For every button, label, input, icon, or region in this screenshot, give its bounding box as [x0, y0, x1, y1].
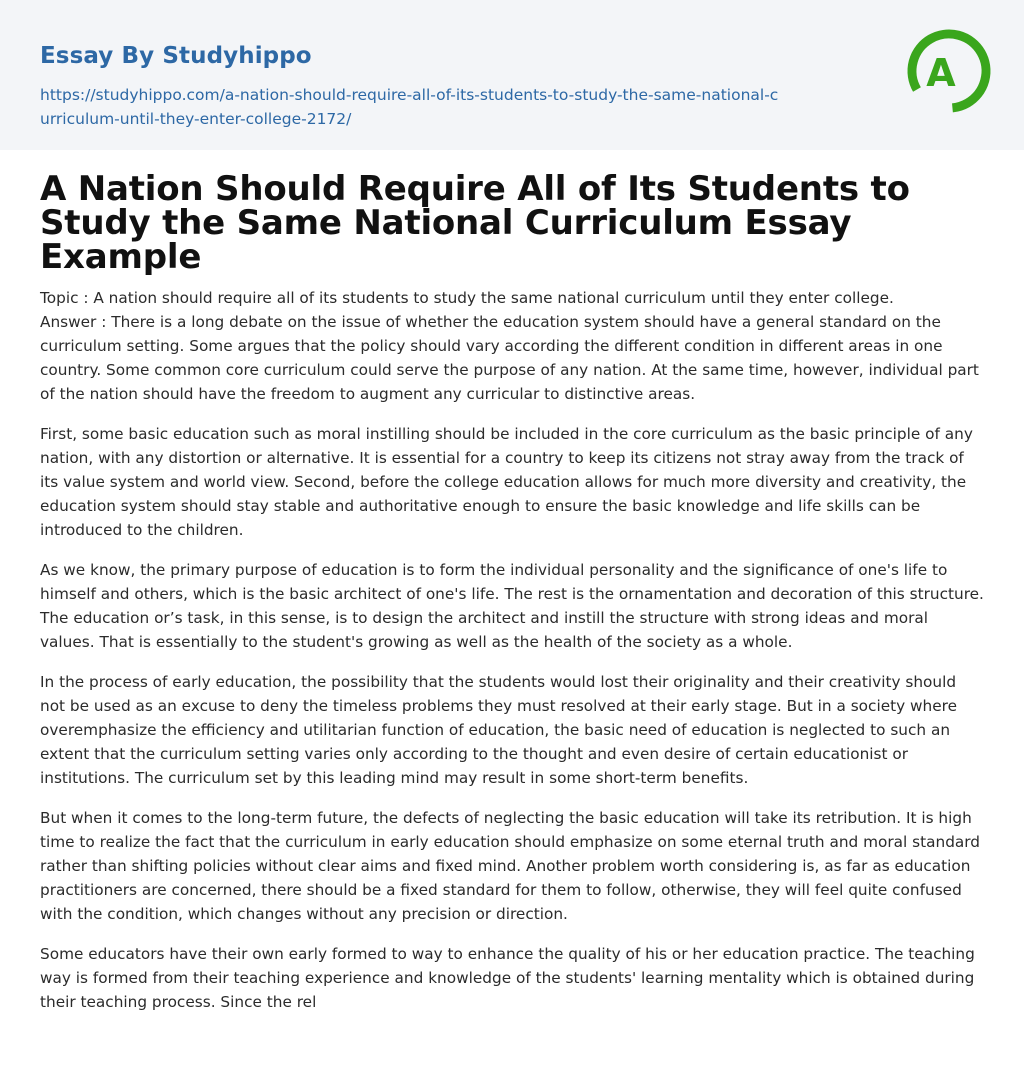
- essay-paragraph: In the process of early education, the possibility that the students would lost their originality and their creativity should not be used as an excuse to deny the timeless problems they must resolved at their early stage. But in a society where overemphasize the efficiency and utilitarian function of education, the basic need of education is neglected to such an extent that the curriculum setting varies only according to the thought and even desire of certain educationist or institutions. The curriculum set by this leading mind may result in some short-term benefits.: [40, 673, 957, 787]
- site-brand[interactable]: Essay By Studyhippo: [40, 43, 312, 69]
- essay-paragraph: But when it comes to the long-term future, the defects of neglecting the basic education will take its retribution. It is high time to realize the fact that the curriculum in early education should emphasize on some eternal truth and moral standard rather than shifting policies without clear aims and fixed mind. Another problem worth considering is, as far as education practitioners are concerned, there should be a fixed standard for them to follow, otherwise, they will feel quite confused with the condition, which changes without any precision or direction.: [40, 809, 981, 923]
- logo-letter: A: [926, 51, 956, 95]
- source-url-link[interactable]: https://studyhippo.com/a-nation-should-require-all-of-its-students-to-study-the-same-national-curriculum-until-they-enter-college-2172/: [40, 86, 779, 128]
- essay-paragraph: Some educators have their own early formed to way to enhance the quality of his or her education practice. The teaching way is formed from their teaching experience and knowledge of the students' learning mentality which is obtained during their teaching process. Since the rel: [40, 945, 975, 1011]
- topic-line: Topic : A nation should require all of its students to study the same national curriculum until they enter college.: [40, 289, 894, 307]
- article-body: [0, 169, 1024, 1014]
- answer-line: Answer : There is a long debate on the issue of whether the education system should have a general standard on the curriculum setting. Some argues that the policy should vary according the different condition in different areas in one country. Some common core curriculum could serve the purpose of any nation. At the same time, however, individual part of the nation should have the freedom to augment any curricular to distinctive areas.: [40, 313, 979, 403]
- essay-paragraph: As we know, the primary purpose of education is to form the individual personality and the significance of one's life to himself and others, which is the basic architect of one's life. The rest is the ornamentation and decoration of this structure. The education or’s task, in this sense, is to design the architect and instill the structure with strong ideas and moral values. That is essentially to the student's growing as well as the health of the society as a whole.: [40, 561, 984, 651]
- studyhippo-logo-icon[interactable]: [906, 28, 992, 114]
- page-header: [0, 0, 1024, 150]
- page-title: A Nation Should Require All of Its Students to Study the Same National Curriculum Essay Example: [40, 169, 910, 277]
- topic-and-answer-paragraph: [40, 286, 984, 406]
- essay-paragraph: First, some basic education such as moral instilling should be included in the core curriculum as the basic principle of any nation, with any distortion or alternative. It is essential for a country to keep its citizens not stray away from the track of its value system and world view. Second, before the college education allows for much more diversity and creativity, the education system should stay stable and authoritative enough to ensure the basic knowledge and life skills can be introduced to the children.: [40, 425, 973, 539]
